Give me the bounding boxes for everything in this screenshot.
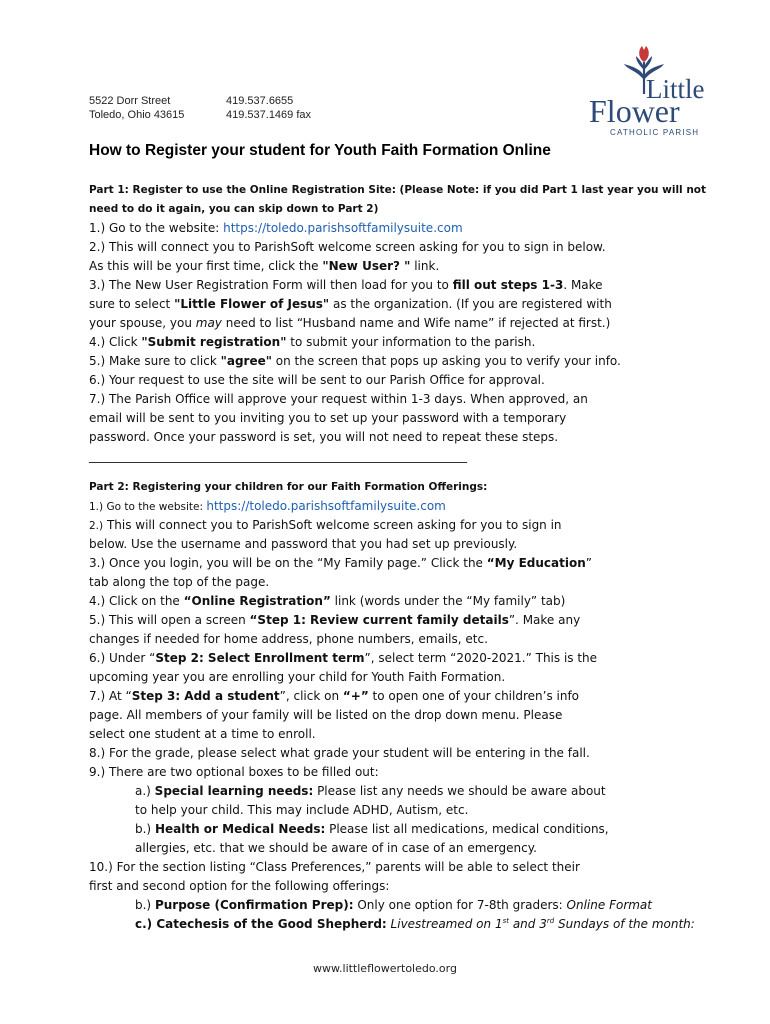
part2-step3-line1: 3.) Once you login, you will be on the “My Family page.” Click the “My Education” xyxy=(89,556,592,570)
parish-phone-block xyxy=(226,94,311,122)
instructions-body xyxy=(89,181,707,934)
page-title: How to Register your student for Youth Faith Formation Online xyxy=(89,142,551,159)
part2-step4: 4.) Click on the “Online Registration” link (words under the “My family” tab) xyxy=(89,594,566,608)
part2-step7-line2: page. All members of your family will be listed on the drop down menu. Please xyxy=(89,708,563,722)
part1-step2-line2: As this will be your first time, click the "New User? " link. xyxy=(89,259,440,273)
parish-address xyxy=(89,94,184,122)
part1-step7-line1: 7.) The Parish Office will approve your request within 1-3 days. When approved, an xyxy=(89,392,588,406)
little-flower-logo xyxy=(580,40,710,140)
registration-site-link[interactable]: https://toledo.parishsoftfamilysuite.com xyxy=(223,221,463,235)
part1-heading-line1: Part 1: Register to use the Online Registration Site: (Please Note: if you did Part 1 last year you will not xyxy=(89,184,707,196)
section-divider: _______________________________________________________________ xyxy=(89,449,467,463)
part1-step4: 4.) Click "Submit registration" to submit your information to the parish. xyxy=(89,335,536,349)
part2-step6-line2: upcoming year you are enrolling your child for Youth Faith Formation. xyxy=(89,670,506,684)
logo-word-flower: Flower xyxy=(589,93,680,129)
part2-step9b-line1: b.) Health or Medical Needs: Please list all medications, medical conditions, xyxy=(135,822,609,836)
footer-website: www.littleflowertoledo.org xyxy=(313,962,457,975)
part1-step2-line1: 2.) This will connect you to ParishSoft welcome screen asking for you to sign in below. xyxy=(89,240,606,254)
part2-step8: 8.) For the grade, please select what grade your student will be entering in the fall. xyxy=(89,746,590,760)
phone-number: 419.537.6655 xyxy=(226,95,294,107)
part2-step6-line1: 6.) Under “Step 2: Select Enrollment term”, select term “2020-2021.” This is the xyxy=(89,651,598,665)
part2-step9a-line1: a.) Special learning needs: Please list any needs we should be aware about xyxy=(135,784,606,798)
address-street: 5522 Dorr Street xyxy=(89,95,171,107)
part2-step5-line2: changes if needed for home address, phone numbers, emails, etc. xyxy=(89,632,488,646)
part2-step10b: b.) Purpose (Confirmation Prep): Only one option for 7-8th graders: Online Format xyxy=(135,898,652,912)
part1-step1: 1.) Go to the website: https://toledo.parishsoftfamilysuite.com xyxy=(89,221,463,235)
part2-step10-line2: first and second option for the following offerings: xyxy=(89,879,390,893)
part2-step9b-line2: allergies, etc. that we should be aware of in case of an emergency. xyxy=(135,841,537,855)
part1-step3-line2: sure to select "Little Flower of Jesus" as the organization. (If you are registered with xyxy=(89,297,612,311)
part1-step6: 6.) Your request to use the site will be sent to our Parish Office for approval. xyxy=(89,373,545,387)
part1-step7-line3: password. Once your password is set, you will not need to repeat these steps. xyxy=(89,430,559,444)
part2-step3-line2: tab along the top of the page. xyxy=(89,575,270,589)
part2-step1: 1.) Go to the website: https://toledo.parishsoftfamilysuite.com xyxy=(89,499,446,513)
fax-number: 419.537.1469 fax xyxy=(226,109,312,121)
part1-step7-line2: email will be sent to you inviting you to set up your password with a temporary xyxy=(89,411,567,425)
part2-step2-line2: below. Use the username and password that you had set up previously. xyxy=(89,537,518,551)
part1-step3-line1: 3.) The New User Registration Form will then load for you to fill out steps 1-3. Make xyxy=(89,278,603,292)
part2-step9a-line2: to help your child. This may include ADHD, Autism, etc. xyxy=(135,803,469,817)
part2-step10c: c.) Catechesis of the Good Shepherd: Livestreamed on 1st and 3rd Sundays of the month: xyxy=(135,917,695,931)
logo-word-little: Little xyxy=(646,74,705,104)
family-suite-link[interactable]: https://toledo.parishsoftfamilysuite.com xyxy=(206,499,446,513)
flower-icon xyxy=(639,46,649,62)
part2-heading: Part 2: Registering your children for our Faith Formation Offerings: xyxy=(89,481,488,493)
part2-step2-line1: 2.) This will connect you to ParishSoft welcome screen asking for you to sign in xyxy=(89,518,562,532)
part1-step3-line3: your spouse, you may need to list “Husband name and Wife name” if rejected at first.) xyxy=(89,316,611,330)
part2-step9: 9.) There are two optional boxes to be filled out: xyxy=(89,765,379,779)
address-city: Toledo, Ohio 43615 xyxy=(89,109,185,121)
part2-step5-line1: 5.) This will open a screen “Step 1: Review current family details”. Make any xyxy=(89,613,581,627)
part2-step7-line3: select one student at a time to enroll. xyxy=(89,727,316,741)
part2-step7-line1: 7.) At “Step 3: Add a student”, click on “+” to open one of your children’s info xyxy=(89,689,580,703)
logo-tagline: CATHOLIC PARISH xyxy=(610,128,700,137)
part2-step10-line1: 10.) For the section listing “Class Preferences,” parents will be able to select their xyxy=(89,860,580,874)
part1-step5: 5.) Make sure to click "agree" on the screen that pops up asking you to verify your info. xyxy=(89,354,621,368)
part1-heading-line2: need to do it again, you can skip down to Part 2) xyxy=(89,203,379,215)
